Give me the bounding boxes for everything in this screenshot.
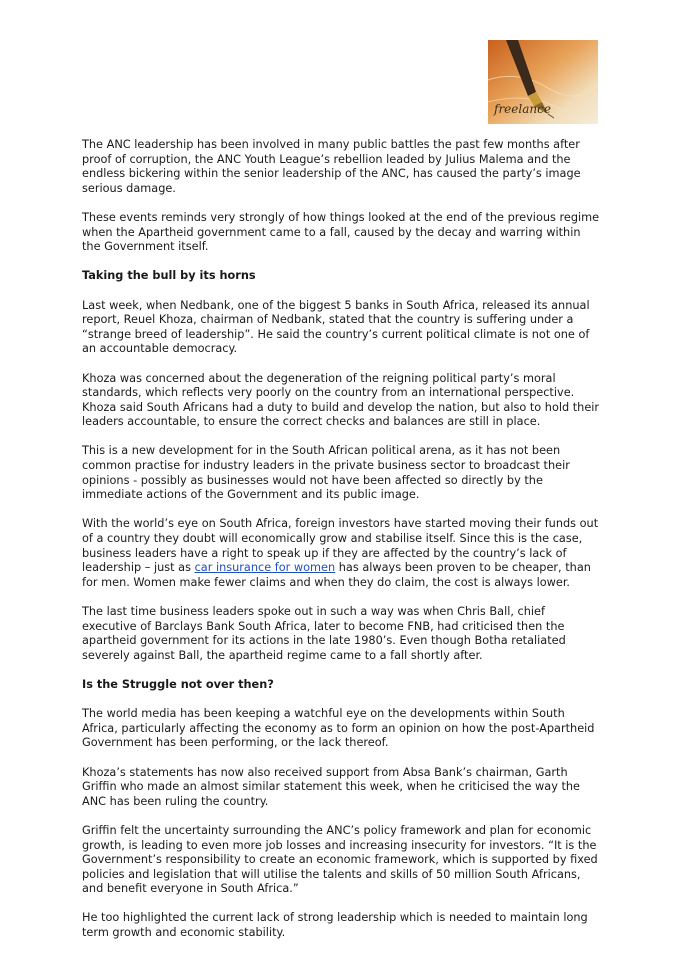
paragraph-text: With the world’s eye on South Africa, foreign investors have started moving their funds out of a country they doubt will economically grow and stabilise itself. Since this is the case, business leaders have a right to speak up if they are affected by the country’s lack of leadership – just as <box>82 517 599 575</box>
section-heading: Taking the bull by its horns <box>82 269 256 283</box>
paragraph: The last time business leaders spoke out in such a way was when Chris Ball, chief executive of Barclays Bank South Africa, later to become FNB, had criticised then the apartheid government for its actions in the late 1980’s. Even though Botha retaliated severely against Ball, the apartheid regime came to a fall shortly after. <box>82 605 566 662</box>
paragraph: These events reminds very strongly of how things looked at the end of the previous regime when the Apartheid government came to a fall, caused by the decay and warring within the Government itself. <box>82 210 600 254</box>
paragraph-with-link <box>82 517 602 590</box>
freelance-logo <box>488 40 598 124</box>
paragraph: The ANC leadership has been involved in many public battles the past few months after proof of corruption, the ANC Youth League’s rebellion leaded by Julius Malema and the endless bickering within the senior leadership of the ANC, has caused the party’s image serious damage. <box>82 138 581 195</box>
paragraph-text: has always been proven to be cheaper, than for men. Women make fewer claims and when they do claim, the cost is always lower. <box>82 561 591 589</box>
car-insurance-link[interactable]: car insurance for women <box>194 561 336 575</box>
logo-label: freelance <box>494 102 551 116</box>
paragraph: The world media has been keeping a watchful eye on the developments within South Africa, particularly affecting the economy as to form an opinion on how the post-Apartheid Government has been performing, or the lack thereof. <box>82 707 595 750</box>
section-heading: Is the Struggle not over then? <box>82 677 274 691</box>
article <box>82 138 602 955</box>
paragraph: Griffin felt the uncertainty surrounding the ANC’s policy framework and plan for economic growth, is leading to even more job losses and increasing insecurity for investors. “It is the Government’s responsibility to create an economic framework, which is supported by fixed policies and legislation that will utilise the talents and skills of 50 million South Africans, and benefit everyone in South Africa.” <box>82 823 598 896</box>
paragraph: He too highlighted the current lack of strong leadership which is needed to maintain long term growth and economic stability. <box>82 911 588 940</box>
paragraph: Last week, when Nedbank, one of the biggest 5 banks in South Africa, released its annual report, Reuel Khoza, chairman of Nedbank, stated that the country is suffering under a “strange breed of leadership”. He said the country’s current political climate is not one of an accountable democracy. <box>82 298 590 356</box>
paragraph: Khoza was concerned about the degeneration of the reigning political party’s moral standards, which reflects very poorly on the country from an international perspective. Khoza said South Africans had a duty to build and develop the nation, but also to hold their leaders accountable, to ensure the correct checks and balances are still in place. <box>82 371 600 429</box>
paragraph: This is a new development for in the South African political arena, as it has not been common practise for industry leaders in the private business sector to broadcast their opinions - possibly as businesses would not have been affected so directly by the immediate actions of the Government and its public image. <box>82 444 570 502</box>
paragraph: Khoza’s statements has now also received support from Absa Bank’s chairman, Garth Griffin who made an almost similar statement this week, when he criticised the way the ANC has been ruling the country. <box>82 765 581 808</box>
